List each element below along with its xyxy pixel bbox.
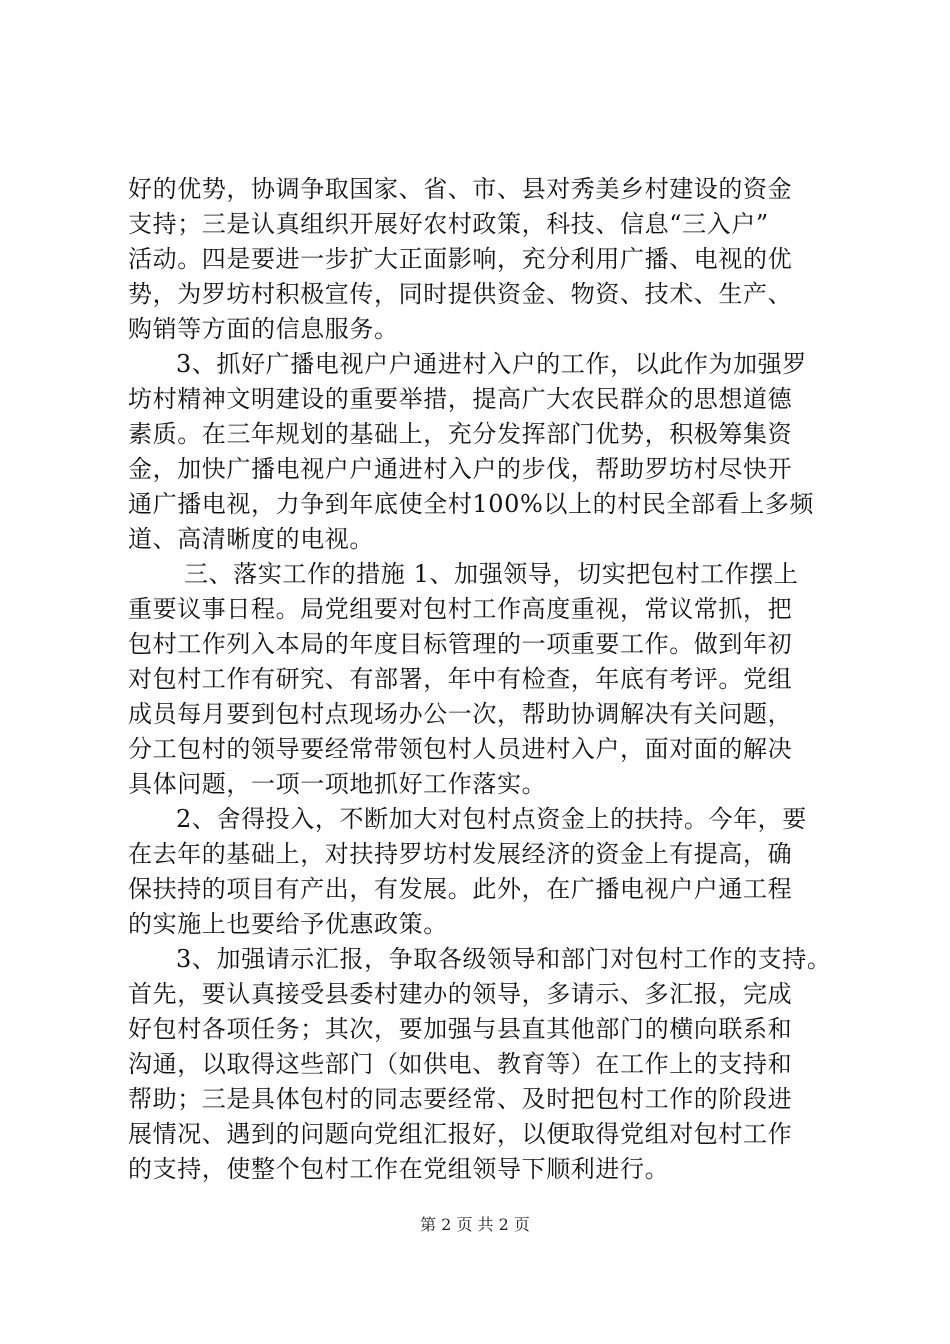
text-line: 沟通，以取得这些部门（如供电、教育等）在工作上的支持和 xyxy=(128,1050,793,1078)
text-line: 金，加快广播电视户户通进村入户的步伐，帮助罗坊村尽快开 xyxy=(128,455,793,483)
text-line: 具体问题，一项一项地抓好工作落实。 xyxy=(128,770,547,798)
text-line: 3、加强请示汇报，争取各级领导和部门对包村工作的支持。 xyxy=(176,945,832,973)
text-line: 3、抓好广播电视户户通进村入户的工作，以此作为加强罗 xyxy=(176,350,807,378)
text-line: 重要议事日程。局党组要对包村工作高度重视，常议常抓，把 xyxy=(128,595,793,623)
text-line: 好的优势，协调争取国家、省、市、县对秀美乡村建设的资金 xyxy=(128,175,793,203)
text-line: 在去年的基础上，对扶持罗坊村发展经济的资金上有提高，确 xyxy=(128,840,793,868)
text-line: 对包村工作有研究、有部署，年中有检查，年底有考评。党组 xyxy=(128,665,793,693)
text-line: 展情况、遇到的问题向党组汇报好，以便取得党组对包村工作 xyxy=(128,1120,793,1148)
text-line: 2、舍得投入，不断加大对包村点资金上的扶持。今年，要 xyxy=(176,805,807,833)
text-line: 素质。在三年规划的基础上，充分发挥部门优势，积极筹集资 xyxy=(128,420,793,448)
text-line: 保扶持的项目有产出，有发展。此外，在广播电视户户通工程 xyxy=(128,875,793,903)
text-line: 三、落实工作的措施 1、加强领导，切实把包村工作摆上 xyxy=(184,560,799,588)
text-line: 成员每月要到包村点现场办公一次，帮助协调解决有关问题， xyxy=(128,700,793,728)
page-indicator: 第 2 页 共 2 页 xyxy=(420,1215,530,1234)
text-line: 坊村精神文明建设的重要举措，提高广大农民群众的思想道德 xyxy=(128,385,793,413)
text-line: 购销等方面的信息服务。 xyxy=(128,315,399,343)
text-line: 首先，要认真接受县委村建办的领导，多请示、多汇报，完成 xyxy=(128,980,793,1008)
text-line: 通广播电视，力争到年底使全村100%以上的村民全部看上多频 xyxy=(128,490,815,518)
document-body xyxy=(128,172,833,1187)
text-line: 的支持，使整个包村工作在党组领导下顺利进行。 xyxy=(128,1155,670,1183)
text-line: 活动。四是要进一步扩大正面影响，充分利用广播、电视的优 xyxy=(128,245,793,273)
text-line: 好包村各项任务；其次，要加强与县直其他部门的横向联系和 xyxy=(128,1015,793,1043)
page-footer xyxy=(0,1215,950,1235)
text-line: 分工包村的领导要经常带领包村人员进村入户，面对面的解决 xyxy=(128,735,793,763)
text-line: 的实施上也要给予优惠政策。 xyxy=(128,910,448,938)
text-line: 道、高清晰度的电视。 xyxy=(128,525,374,553)
text-line: 包村工作列入本局的年度目标管理的一项重要工作。做到年初 xyxy=(128,630,793,658)
text-line: 支持；三是认真组织开展好农村政策，科技、信息“三入户” xyxy=(128,210,769,238)
text-line: 帮助；三是具体包村的同志要经常、及时把包村工作的阶段进 xyxy=(128,1085,793,1113)
text-line: 势，为罗坊村积极宣传，同时提供资金、物资、技术、生产、 xyxy=(128,280,793,308)
